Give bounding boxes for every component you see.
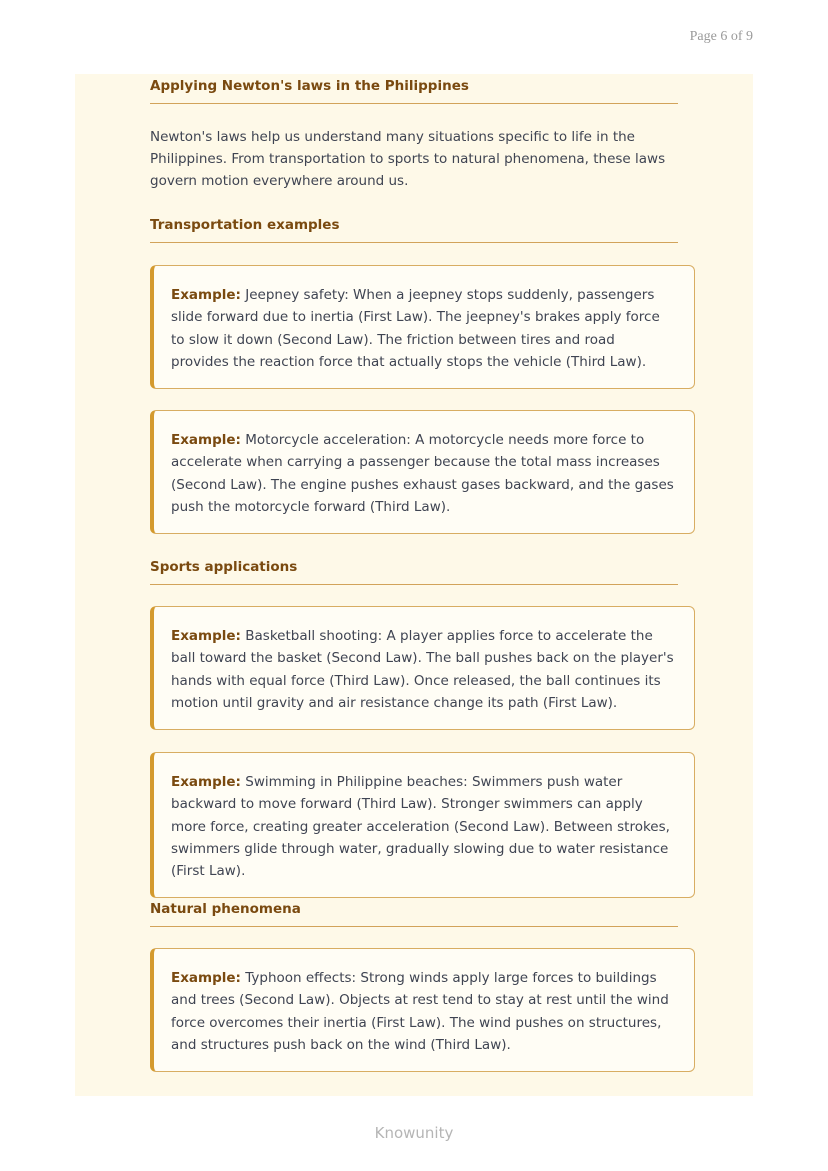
example-box-basketball xyxy=(150,606,695,730)
footer-brand: Knowunity xyxy=(374,1124,454,1142)
intro-paragraph: Newton's laws help us understand many situations specific to life in the Philippines. From transportation to sports to natural phenomena, these laws govern motion everywhere around us. xyxy=(150,129,666,189)
example-box-typhoon xyxy=(150,948,695,1072)
example-text: Swimming in Philippine beaches: Swimmers push water backward to move forward (Third Law). Stronger swimmers can apply more force, creating greater acceleration (Second Law). Between strokes, swimmers glide through water, gradually slowing due to water resistance (First Law). xyxy=(171,774,670,880)
example-text: Basketball shooting: A player applies force to accelerate the ball toward the basket (Second Law). The ball pushes back on the player's hands with equal force (Third Law). Once released, the ball continues its motion until gravity and air resistance change its path (First Law). xyxy=(171,628,674,711)
example-box-jeepney xyxy=(150,265,695,389)
page-number: Page 6 of 9 xyxy=(689,29,753,44)
example-label: Example: xyxy=(171,287,241,303)
example-text: Typhoon effects: Strong winds apply large forces to buildings and trees (Second Law). Objects at rest tend to stay at rest until the wind force overcomes their inertia (First Law). The wind pushes on structures, and structures push back on the wind (Third Law). xyxy=(171,970,669,1053)
section-heading-transportation: Transportation examples xyxy=(150,217,678,243)
example-text: Jeepney safety: When a jeepney stops suddenly, passengers slide forward due to inertia (First Law). The jeepney's brakes apply force to slow it down (Second Law). The friction between tires and road provides the reaction force that actually stops the vehicle (Third Law). xyxy=(171,287,660,370)
main-heading: Applying Newton's laws in the Philippines xyxy=(150,78,678,104)
section-heading-sports: Sports applications xyxy=(150,559,678,585)
example-label: Example: xyxy=(171,774,241,790)
example-label: Example: xyxy=(171,432,241,448)
section-heading-natural: Natural phenomena xyxy=(150,901,678,927)
example-label: Example: xyxy=(171,628,241,644)
document-page xyxy=(75,74,753,1096)
example-box-swimming xyxy=(150,752,695,898)
example-text: Motorcycle acceleration: A motorcycle needs more force to accelerate when carrying a passenger because the total mass increases (Second Law). The engine pushes exhaust gases backward, and the gases push the motorcycle forward (Third Law). xyxy=(171,432,674,515)
example-label: Example: xyxy=(171,970,241,986)
example-box-motorcycle xyxy=(150,410,695,534)
